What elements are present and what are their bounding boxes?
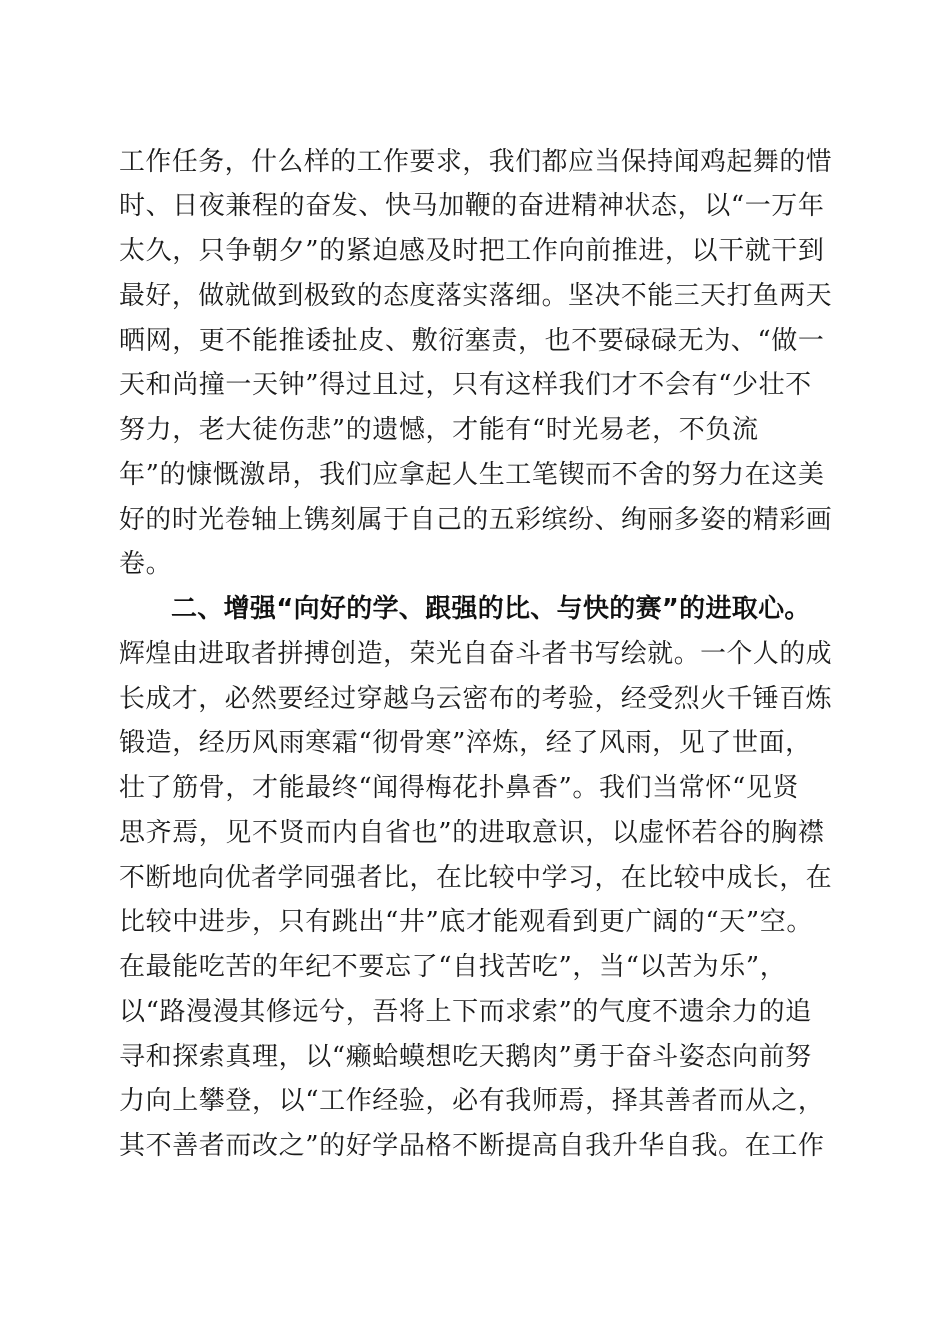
paragraph-2-line: 在最能吃苦的年纪不要忘了“自找苦吃”，当“以苦为乐”， [119, 952, 787, 982]
paragraph-1-line: 天和尚撞一天钟”得过且过，只有这样我们才不会有“少壮不 [119, 370, 812, 400]
paragraph-1-line: 努力，老大徒伤悲”的遗憾，才能有“时光易老，不负流 [119, 415, 759, 445]
paragraph-2-line: 辉煌由进取者拼搏创造，荣光自奋斗者书写绘就。一个人的成 [119, 639, 833, 669]
paragraph-1-line: 卷。 [119, 549, 173, 579]
paragraph-2-line: 锻造，经历风雨寒霜“彻骨寒”淬炼，经了风雨，见了世面， [119, 728, 812, 758]
paragraph-2-line: 力向上攀登，以“工作经验，必有我师焉，择其善者而从之， [119, 1086, 825, 1116]
paragraph-1-line: 好的时光卷轴上镌刻属于自己的五彩缤纷、绚丽多姿的精彩画 [119, 505, 833, 535]
paragraph-2-line: 壮了筋骨，才能最终“闻得梅花扑鼻香”。我们当常怀“见贤 [119, 773, 800, 803]
paragraph-1-line: 最好，做就做到极致的态度落实落细。坚决不能三天打鱼两天 [119, 281, 833, 311]
paragraph-1-line: 工作任务，什么样的工作要求，我们都应当保持闻鸡起舞的惜 [119, 147, 833, 177]
paragraph-2-line: 不断地向优者学同强者比，在比较中学习，在比较中成长，在 [119, 863, 833, 893]
paragraph-1-line: 太久，只争朝夕”的紧迫感及时把工作向前推进，以干就干到 [119, 236, 825, 266]
paragraph-2-line: 其不善者而改之”的好学品格不断提高自我升华自我。在工作 [119, 1131, 825, 1161]
paragraph-2-line: 思齐焉，见不贤而内自省也”的进取意识，以虚怀若谷的胸襟 [119, 818, 825, 848]
paragraph-1-line: 晒网，更不能推诿扯皮、敷衍塞责，也不要碌碌无为、“做一 [119, 326, 825, 356]
paragraph-1-line: 年”的慷慨激昂，我们应拿起人生工笔锲而不舍的努力在这美 [119, 460, 825, 490]
paragraph-2-line: 寻和探索真理，以“癞蛤蟆想吃天鹅肉”勇于奋斗姿态向前努 [119, 1042, 812, 1072]
paragraph-1-line: 时、日夜兼程的奋发、快马加鞭的奋进精神状态，以“一万年 [119, 191, 825, 221]
section-heading: 二、增强“向好的学、跟强的比、与快的赛”的进取心。 [171, 594, 811, 624]
paragraph-2-line: 长成才，必然要经过穿越乌云密布的考验，经受烈火千锤百炼 [119, 684, 833, 714]
paragraph-2-line: 以“路漫漫其修远兮，吾将上下而求索”的气度不遗余力的追 [119, 997, 812, 1027]
paragraph-2-line: 比较中进步，只有跳出“井”底才能观看到更广阔的“天”空。 [119, 907, 813, 937]
